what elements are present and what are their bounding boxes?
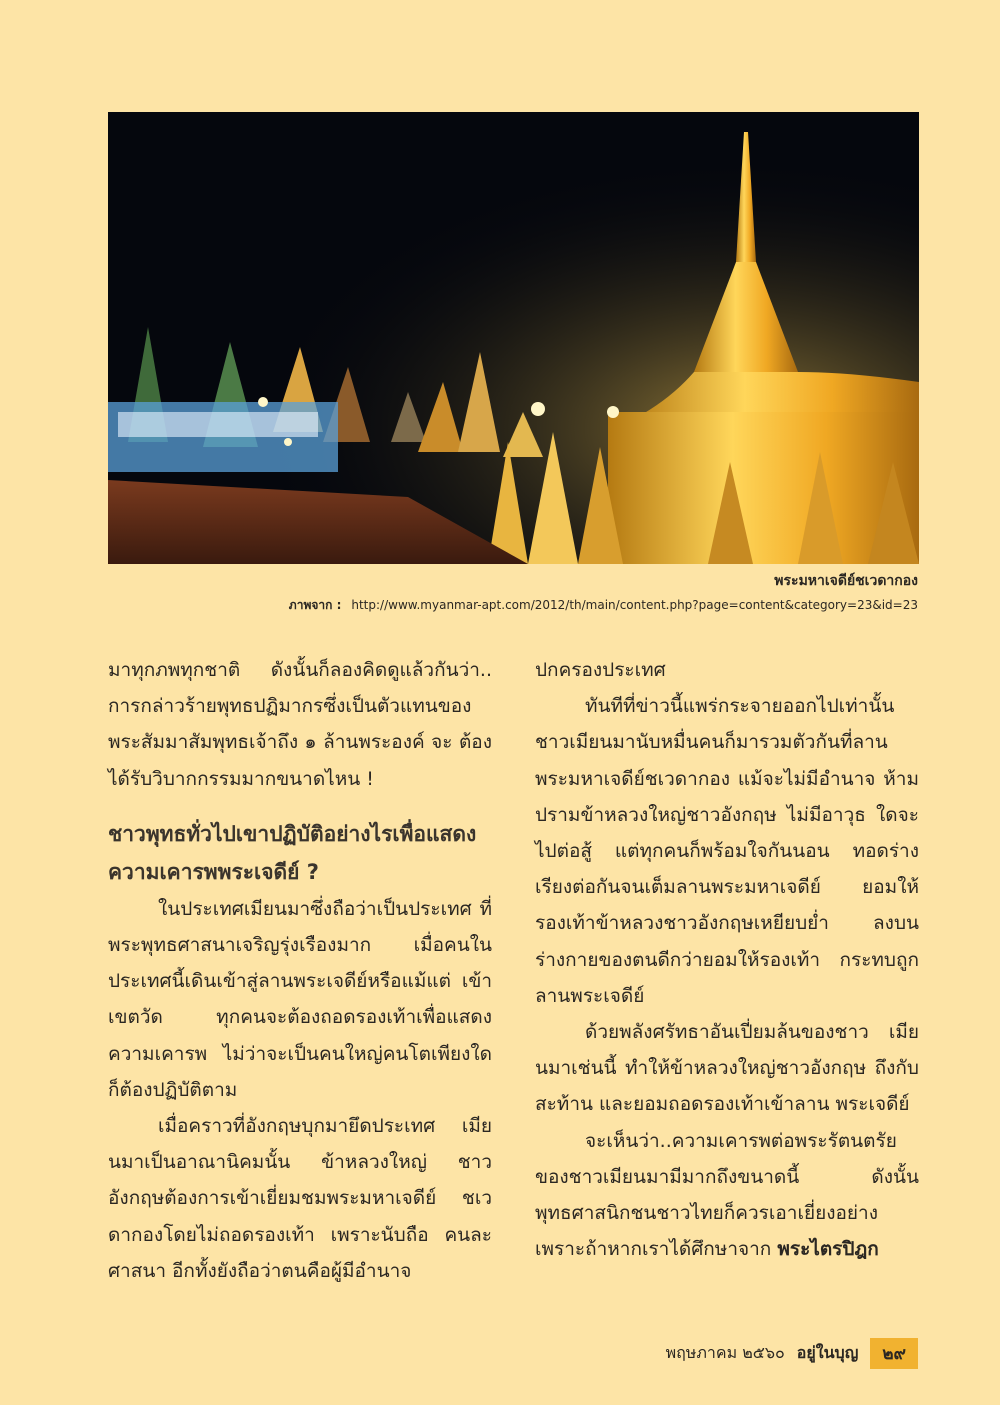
page-footer <box>666 1338 918 1368</box>
paragraph: ปกครองประเทศ <box>535 659 666 681</box>
photo-caption: พระมหาเจดีย์ชเวดากอง <box>774 573 918 589</box>
paragraph: ทันทีที่ข่าวนี้แพร่กระจายออกไปเท่านั้น ชาวเมียนมานับหมื่นคนก็มารวมตัวกันที่ลาน พระมหาเจดีย์ชเวดากอง แม้จะไม่มีอำนาจ ห้ามปรามข้าหลวงใหญ่ชาวอังกฤษ ไม่มีอาวุธ ใดจะไปต่อสู้ แต่ทุกคนก็พร้อมใจกันนอน ทอดร่างเรียงต่อกันจนเต็มลานพระมหาเจดีย์ ยอมให้รองเท้าข้าหลวงชาวอังกฤษเหยียบย่ำ ลงบนร่างกายของตนดีกว่ายอมให้รองเท้า กระทบถูกลานพระเจดีย์ <box>535 695 919 1007</box>
pagoda-photo <box>108 112 919 564</box>
paragraph: มาทุกภพทุกชาติ ดังนั้นก็ลองคิดดูแล้วกันว่า.. การกล่าวร้ายพุทธปฏิมากรซึ่งเป็นตัวแทนของ พระสัมมาสัมพุทธเจ้าถึง ๑ ล้านพระองค์ จะ ต้องได้รับวิบากกรรมมากขนาดไหน ! <box>108 659 492 790</box>
left-column <box>108 652 492 1289</box>
page-number: ๒๙ <box>870 1338 918 1369</box>
paragraph <box>535 1123 919 1268</box>
bold-term: พระไตรปิฎก <box>777 1238 879 1261</box>
section-heading: ชาวพุทธทั่วไปเขาปฏิบัติอย่างไรเพื่อแสดง ความเคารพพระเจดีย์ ? <box>108 821 477 884</box>
photo-credit <box>289 596 918 615</box>
paragraph-text: จะเห็นว่า..ความเคารพต่อพระรัตนตรัย ของชาวเมียนมามีมากถึงขนาดนี้ ดังนั้น พุทธศาสนิกชนชาวไทยก็ควรเอาเยี่ยงอย่าง เพราะถ้าหากเราได้ศึกษาจาก <box>535 1129 919 1261</box>
credit-label: ภาพจาก : <box>288 598 342 612</box>
issue-date: พฤษภาคม ๒๕๖๐ <box>665 1342 785 1362</box>
right-column <box>535 652 919 1267</box>
credit-url: http://www.myanmar-apt.com/2012/th/main/content.php?page=content&category=23&id=23 <box>351 598 918 612</box>
paragraph: เมื่อคราวที่อังกฤษบุกมายึดประเทศ เมียนมาเป็นอาณานิคมนั้น ข้าหลวงใหญ่ ชาวอังกฤษต้องการเข้าเยี่ยมชมพระมหาเจดีย์ ชเวดากองโดยไม่ถอดรองเท้า เพราะนับถือ คนละศาสนา อีกทั้งยังถือว่าตนคือผู้มีอำนาจ <box>108 1115 492 1282</box>
paragraph: ด้วยพลังศรัทธาอันเปี่ยมล้นของชาว เมียนมาเช่นนี้ ทำให้ข้าหลวงใหญ่ชาวอังกฤษ ถึงกับสะท้าน และยอมถอดรองเท้าเข้าลาน พระเจดีย์ <box>535 1021 919 1116</box>
paragraph: ในประเทศเมียนมาซึ่งถือว่าเป็นประเทศ ที่พระพุทธศาสนาเจริญรุ่งเรืองมาก เมื่อคนใน ประเทศนี้เดินเข้าสู่ลานพระเจดีย์หรือแม้แต่ เข้าเขตวัด ทุกคนจะต้องถอดรองเท้าเพื่อแสดง ความเคารพ ไม่ว่าจะเป็นคนใหญ่คนโตเพียงใด ก็ต้องปฏิบัติตาม <box>108 897 492 1101</box>
magazine-name: อยู่ในบุญ <box>796 1342 859 1362</box>
